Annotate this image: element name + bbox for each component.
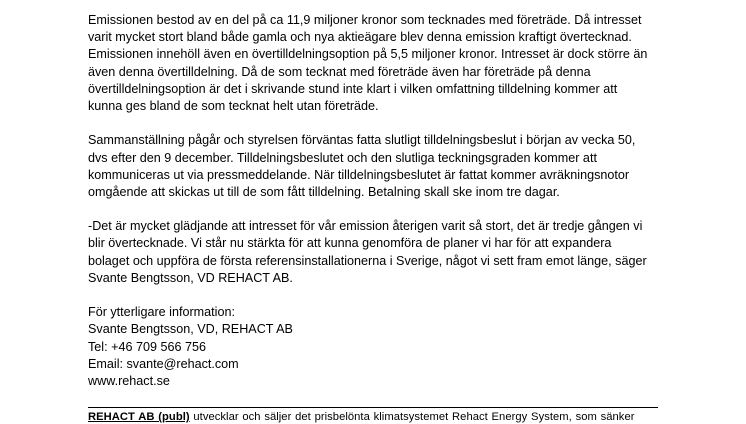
- text-line: -Det är mycket glädjande att intresset för vår emission återigen varit så stort, det är tredje gången vi: [88, 219, 643, 234]
- document-body: [88, 0, 668, 390]
- text-line: omgående att skickas ut till de som fått tilldelning. Betalning skall ske inom tre dagar.: [88, 184, 560, 199]
- text-line: Sammanställning pågår och styrelsen förväntas fatta slutligt tilldelningsbeslut i början av vecka 50,: [88, 133, 636, 148]
- footer-company-name: REHACT AB (publ): [88, 411, 190, 423]
- text-line: blir övertecknade. Vi står nu stärkta för att kunna genomföra de planer vi har för att expandera: [88, 236, 612, 251]
- text-line: dvs efter den 9 december. Tilldelningsbeslutet och den slutliga teckningsgraden kommer att: [88, 150, 597, 165]
- text-line: Emissionen innehöll även en övertilldelningsoption på 5,5 miljoner kronor. Intresset är dock större än: [88, 47, 648, 62]
- text-line: varit mycket stort bland både gamla och nya aktieägare blev denna emission kraftigt övertecknad.: [88, 30, 632, 45]
- contact-block: [88, 304, 668, 390]
- text-line: bolaget och uppföra de första referensinstallationerna i Sverige, något vi sett fram emot länge, säger: [88, 253, 647, 268]
- paragraph-emission: [88, 12, 668, 115]
- text-line: kommuniceras ut via pressmeddelande. När tilldelningsbeslutet är fattat kommer avräkningsnotor: [88, 167, 630, 182]
- paragraph-allocation: [88, 132, 668, 201]
- contact-name: Svante Bengtsson, VD, REHACT AB: [88, 322, 293, 337]
- contact-website: www.rehact.se: [88, 373, 170, 388]
- footer-description: utvecklar och säljer det prisbelönta klimatsystemet Rehact Energy System, som sänker: [189, 411, 635, 423]
- text-line: Svante Bengtsson, VD REHACT AB.: [88, 270, 293, 285]
- contact-heading: För ytterligare information:: [88, 305, 235, 320]
- text-line: Emissionen bestod av en del på ca 11,9 miljoner kronor som tecknades med företräde. Då intresset: [88, 13, 642, 27]
- text-line: övertilldelningsoption är det i skrivande stund inte klart i vilken omfattning tilldelning kommer att: [88, 81, 618, 96]
- company-footer: [88, 407, 658, 424]
- paragraph-quote: [88, 218, 668, 287]
- contact-phone: Tel: +46 709 566 756: [88, 339, 206, 354]
- text-line: även denna övertilldelning. Då de som tecknat med företräde även har företräde på denna: [88, 64, 591, 79]
- contact-email: Email: svante@rehact.com: [88, 356, 239, 371]
- text-line: kunna ges bland de som tecknat helt utan företräde.: [88, 98, 379, 113]
